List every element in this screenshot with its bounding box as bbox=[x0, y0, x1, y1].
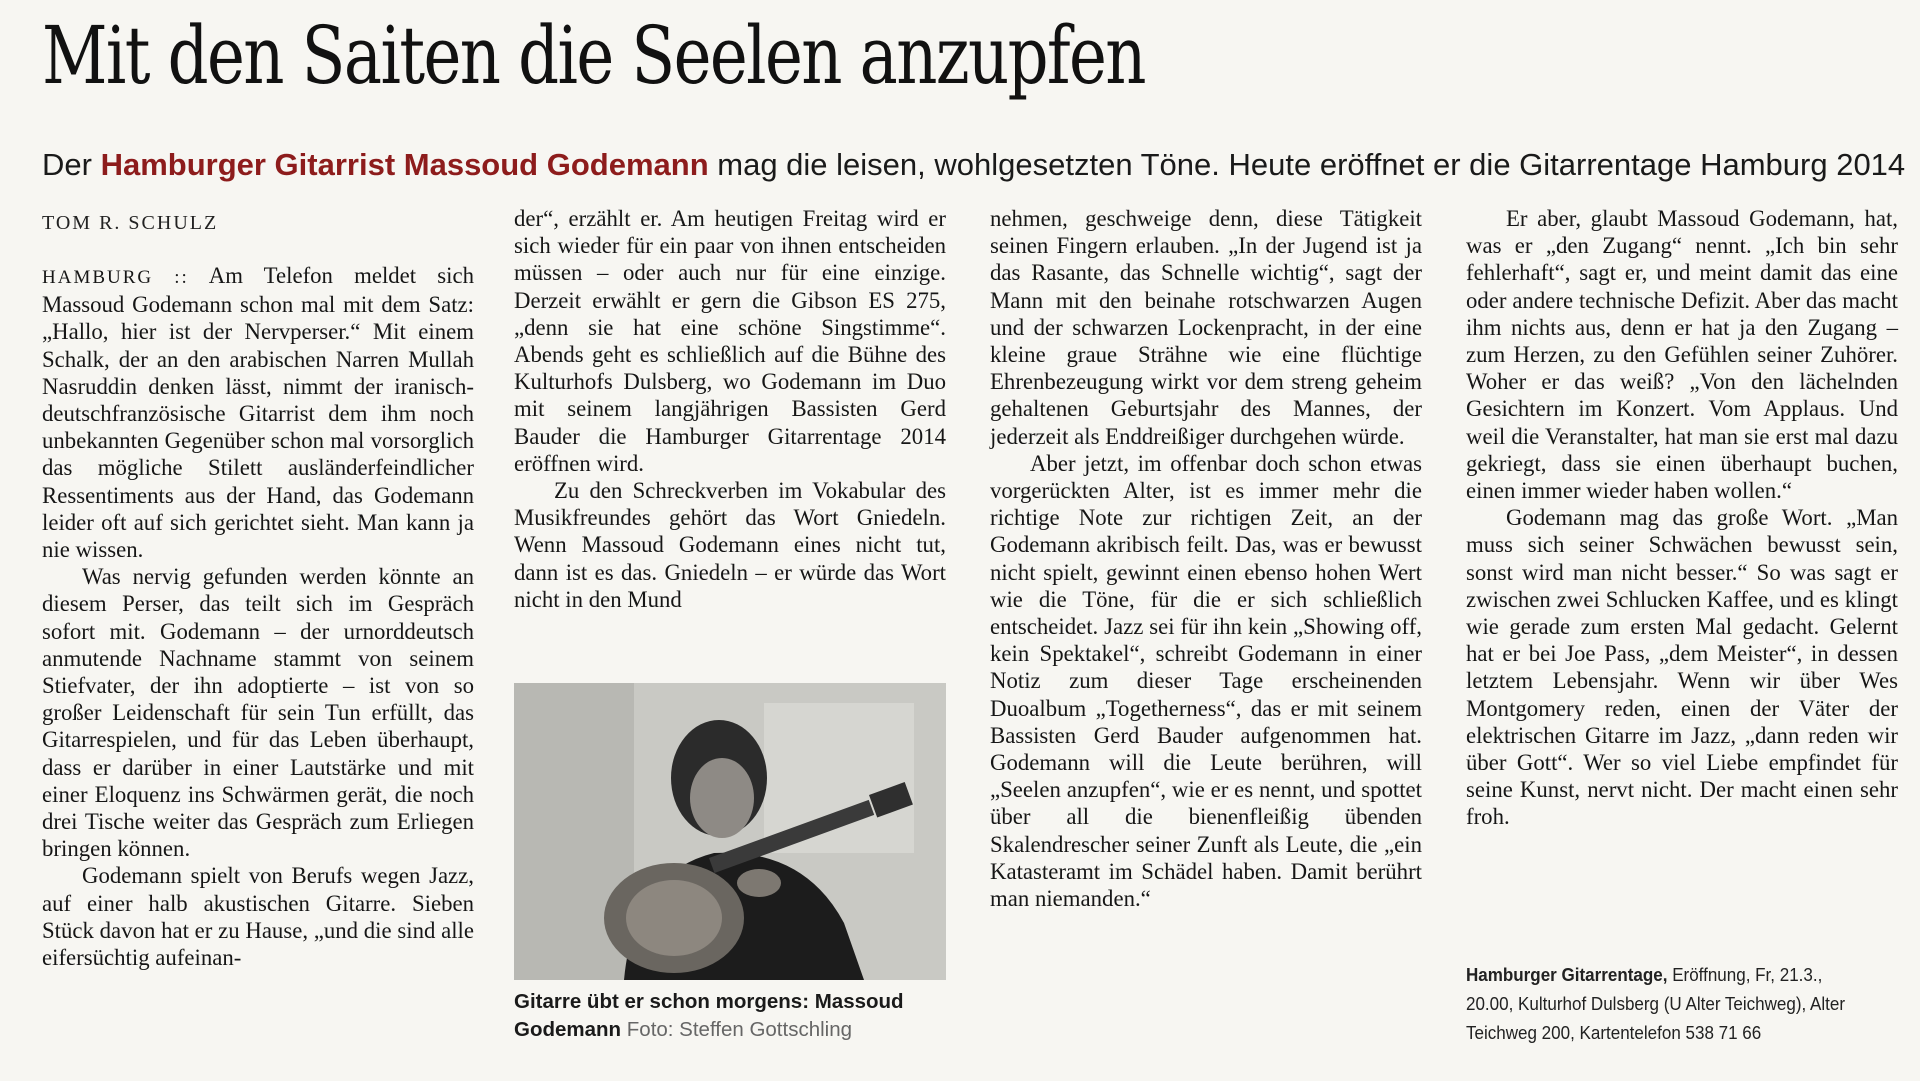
paragraph-text: Am Telefon meldet sich Massoud Godemann schon mal mit dem Satz: „Hallo, hier ist der Nervperser.“ Mit einem Schalk, der an den arabischen Narren Mullah Nasruddin denken lässt, nimmt der iranisch-deutschfranzösische Gitarrist dem ihm noch unbekannten Gegenüber schon mal vorsorglich das mögliche Stilett ausländerfeindlicher Ressentiments aus der Hand, das Godemann leider oft auf sich gerichtet sieht. Man kann ja nie wissen. bbox=[42, 263, 475, 563]
paragraph: Zu den Schreckverben im Vokabular des Musikfreundes gehört das Wort Gniedeln. Wenn Massoud Godemann eines nicht tut, dann ist es das. Gniedeln – er würde das Wort nicht in den Mund bbox=[514, 478, 946, 612]
subheadline bbox=[42, 145, 1906, 185]
paragraph: der“, erzählt er. Am heutigen Freitag wird er sich wieder für ein paar von ihnen entscheiden müssen – oder auch nur für eine einzige. Derzeit erwählt er gern die Gibson ES 275, „denn sie hat eine schöne Singstimme“. Abends geht es schließlich auf die Bühne des Kulturhofs Dulsberg, wo Godemann im Duo mit seinem langjährigen Bassisten Gerd Bauder die Hamburger Gitarrentage 2014 eröffnen wird. bbox=[514, 206, 946, 476]
paragraph: Godemann spielt von Berufs wegen Jazz, auf einer halb akustischen Gitarre. Sieben Stück davon hat er zu Hause, „und die sind alle eifersüchtig aufeinan- bbox=[42, 863, 474, 971]
caption-text: Gitarre übt er schon morgens: Massoud Godemann bbox=[514, 990, 904, 1041]
photo-caption bbox=[514, 988, 954, 1044]
article-column-2 bbox=[514, 205, 946, 613]
paragraph: Er aber, glaubt Massoud Godemann, hat, was er „den Zugang“ nennt. „Ich bin sehr fehlerhaft“, sagt er, und meint damit das eine oder andere technische Defizit. Aber das macht ihm nichts aus, denn er hat ja den Zugang – zum Herzen, zu den Gefühlen seiner Zuhörer. Woher er das weiß? „Von den lächelnden Gesichtern im Konzert. Vom Applaus. Und weil die Veranstalter, hat man sie erst mal dazu gekriegt, dass sie einen überhaupt buchen, einen immer wieder haben wollen.“ bbox=[1466, 206, 1898, 504]
photo-credit: Foto: Steffen Gottschling bbox=[626, 1018, 853, 1041]
guitarist-photo-image bbox=[514, 683, 946, 980]
article-column-4 bbox=[1466, 205, 1898, 831]
article-column-3 bbox=[990, 205, 1422, 912]
author-byline: TOM R. SCHULZ bbox=[42, 212, 219, 234]
dateline-mark: :: bbox=[174, 267, 189, 288]
photo-guitarist bbox=[514, 683, 946, 980]
paragraph: Godemann mag das große Wort. „Man muss sich seiner Schwächen bewusst sein, sonst wird man nicht besser.“ So was sagt er zwischen zwei Schlucken Kaffee, und es klingt wie gerade zum ersten Mal gedacht. Gelernt hat er bei Joe Pass, „dem Meister“, in dessen letztem Lebensjahr. Wenn wir über Wes Montgomery reden, einen der Väter der elektrischen Gitarre im Jazz, „dann reden wir über Gott“. Wer so viel Liebe empfindet für seine Kunst, nervt nicht. Der macht einen sehr froh. bbox=[1466, 505, 1898, 830]
paragraph: Was nervig gefunden werden könnte an diesem Perser, das teilt sich im Gespräch sofort mit. Godemann – der urnorddeutsch anmutende Nachname stammt von seinem Stiefvater, der ihn adoptierte – ist von so großer Leidenschaft für sein Tun erfüllt, das Gitarrespielen, und für das Leben überhaupt, dass er darüber in einer Lautstärke und mit einer Eloquenz ins Schwärmen gerät, die noch drei Tische weiter das Gespräch zum Erliegen bringen können. bbox=[42, 564, 474, 862]
paragraph: nehmen, geschweige denn, diese Tätigkeit seinen Fingern erlauben. „In der Jugend ist ja das Rasante, das Schnelle wichtig“, sagt der Mann mit den beinahe rotschwarzen Augen und der schwarzen Lockenpracht, in der eine kleine graue Strähne wie eine flüchtige Ehrenbezeugung wirkt vor dem streng geheim gehaltenen Geburtsjahr des Mannes, der jederzeit als Enddreißiger durchgehen würde. bbox=[990, 206, 1422, 449]
subline-highlight: Hamburger Gitarrist Massoud Godemann bbox=[100, 147, 709, 182]
event-info-title: Hamburger Gitarrentage, bbox=[1466, 964, 1668, 985]
headline: Mit den Saiten die Seelen anzupfen bbox=[42, 9, 1145, 102]
subline-post: mag die leisen, wohlgesetzten Töne. Heute eröffnet er die Gitarrentage Hamburg 2014 bbox=[708, 147, 1906, 182]
paragraph: Aber jetzt, im offenbar doch schon etwas vorgerückten Alter, ist es immer mehr die richtige Note zur richtigen Zeit, an der Godemann akribisch feilt. Das, was er bewusst nicht spielt, gewinnt einen ebenso hohen Wert wie die Töne, für die er sich schließlich entscheidet. Jazz sei für ihn kein „Showing off, kein Spektakel“, schreibt Godemann in einer Notiz zum dieser Tage erscheinenden Duoalbum „Togetherness“, das er mit seinem Bassisten Gerd Bauder aufgenommen hat. Godemann will die Leute berühren, will „Seelen anzupfen“, wie er es nennt, und spottet über all die bienenfleißig übenden Skalendrescher seiner Zunft als Leute, die „ein Katasteramt im Schädel haben. Damit berührt man niemanden.“ bbox=[990, 450, 1422, 912]
event-info-box bbox=[1466, 960, 1871, 1047]
paragraph bbox=[42, 262, 474, 563]
event-info-text: Eröffnung, Fr, 21.3., 20.00, Kulturhof Dulsberg (U Alter Teichweg), Alter Teichweg 200, Kartentelefon 538 71 66 bbox=[1466, 964, 1846, 1043]
dateline: HAMBURG bbox=[42, 267, 154, 288]
subline-pre: Der bbox=[42, 147, 101, 182]
article-column-1 bbox=[42, 262, 474, 971]
